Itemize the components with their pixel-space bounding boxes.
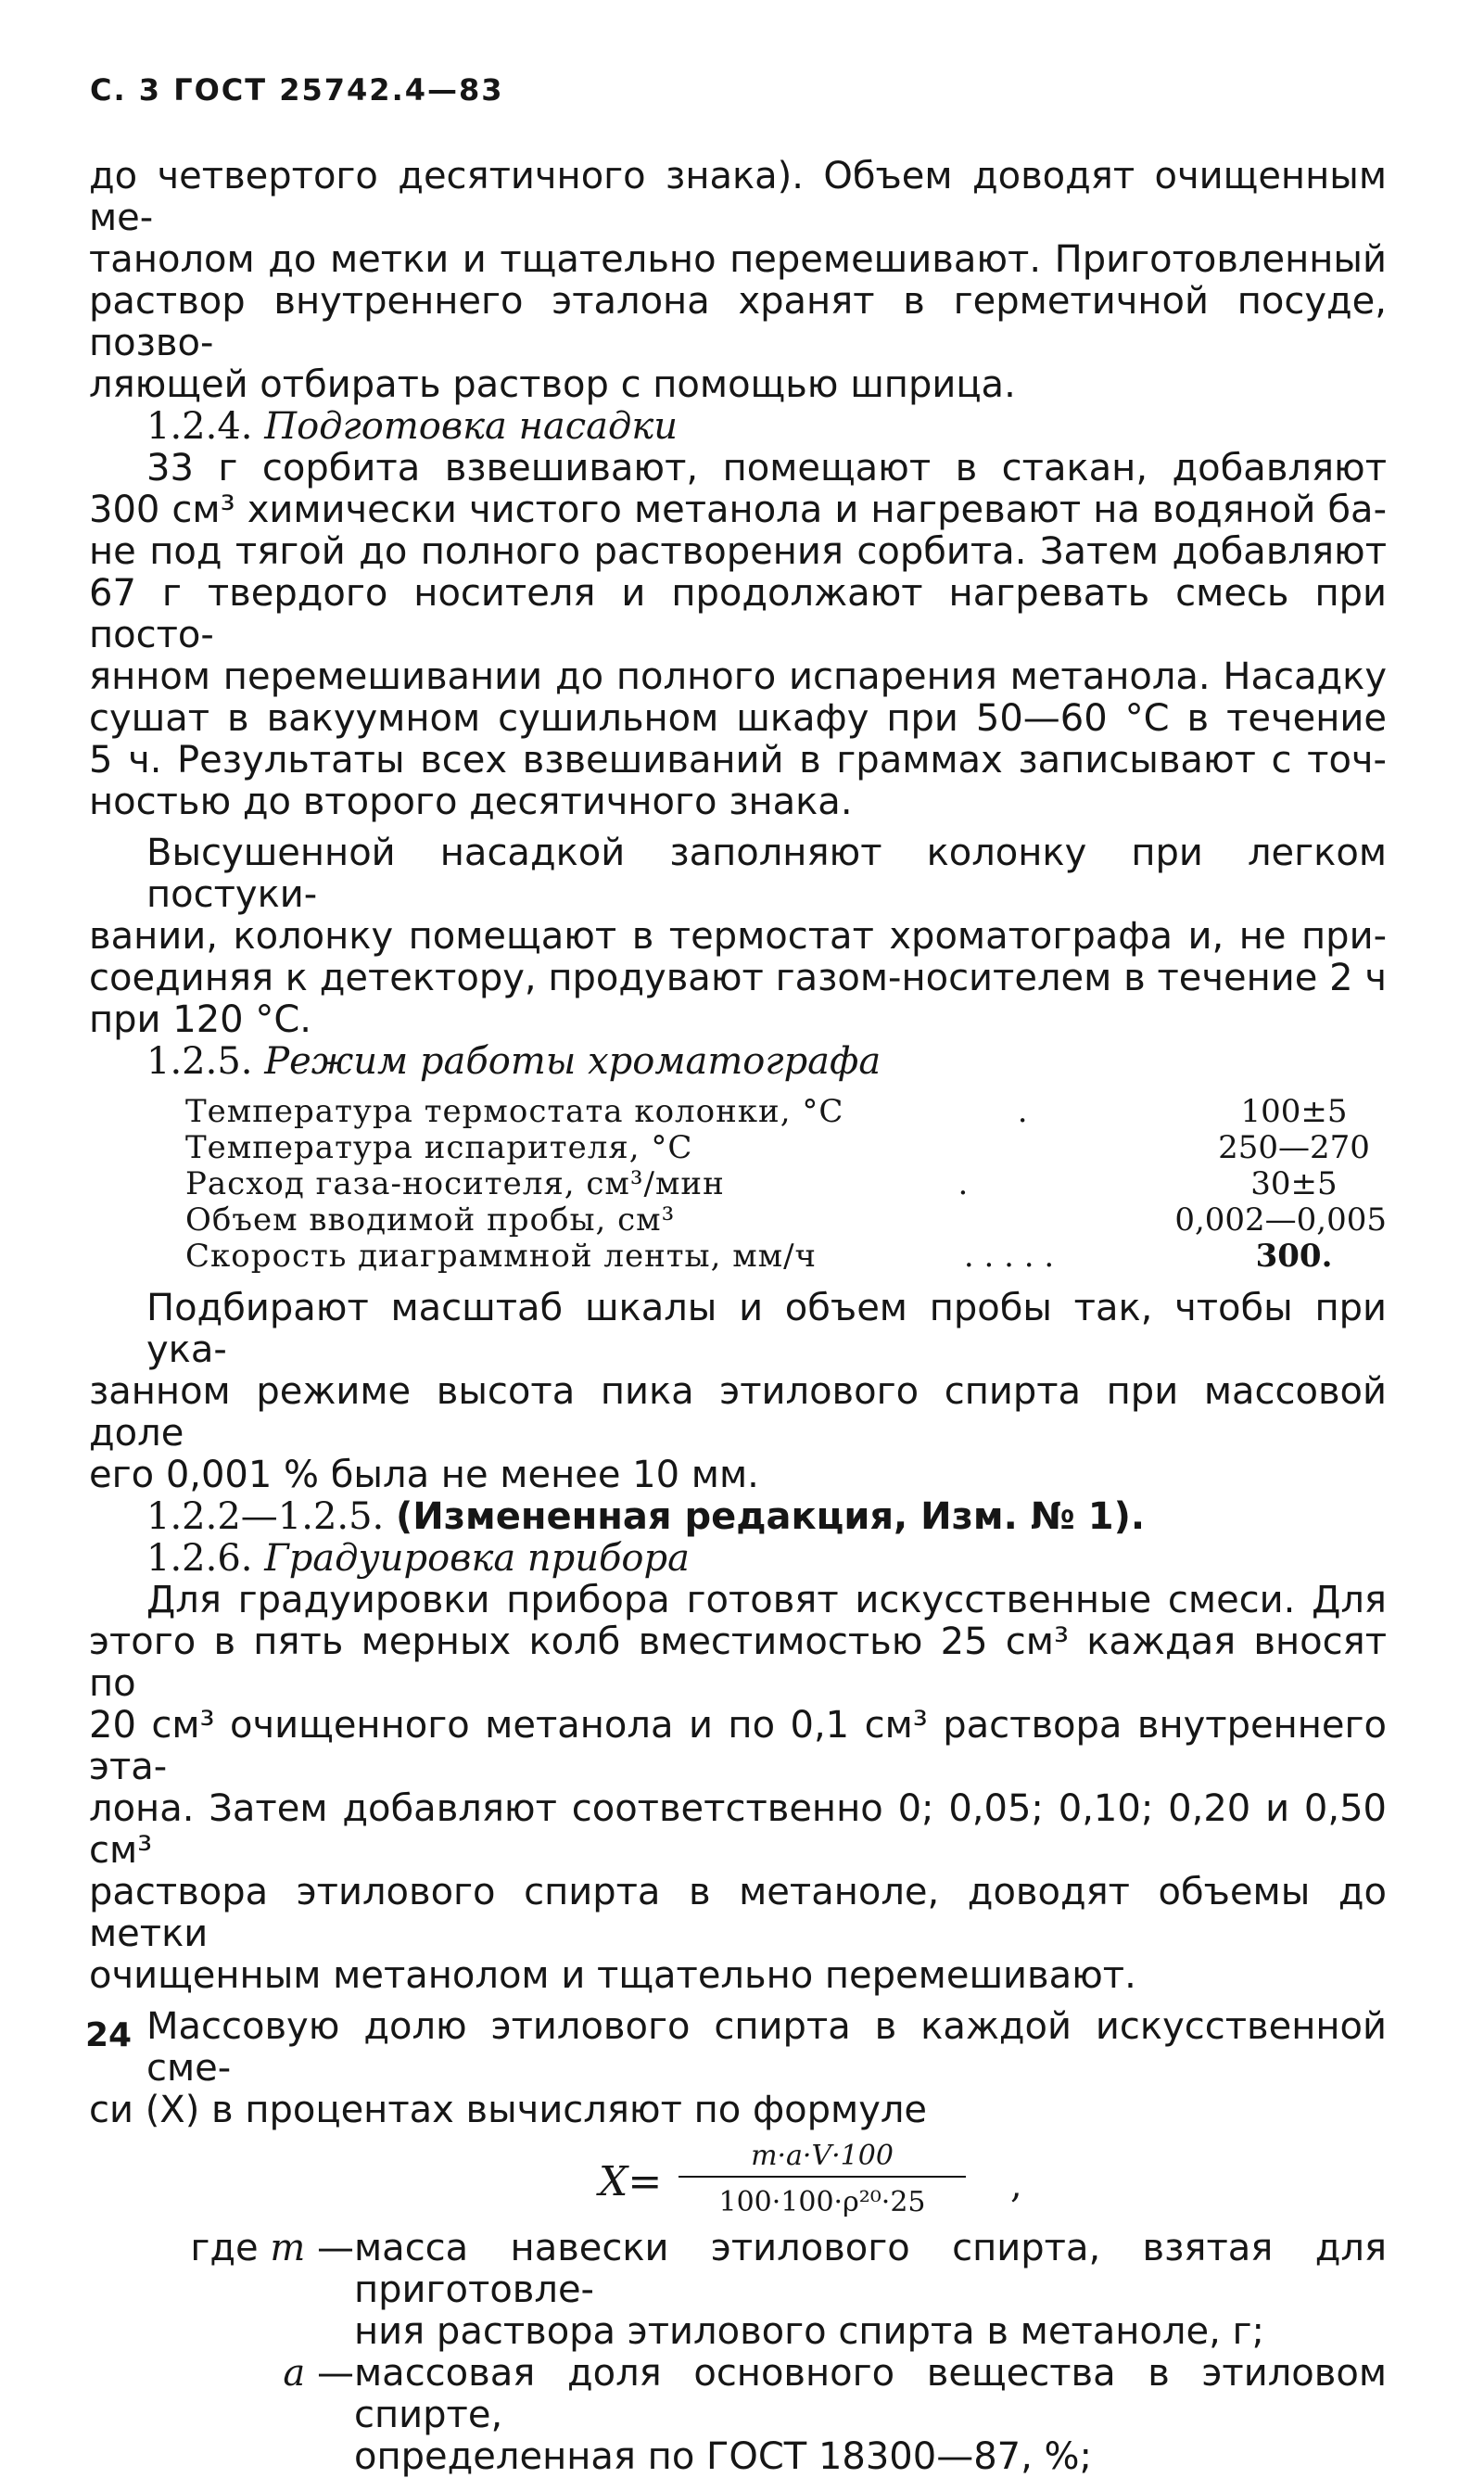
mode-row	[185, 1202, 1387, 1239]
leader-dots: .	[958, 1165, 969, 1202]
text-line: Массовую долю этилового спирта в каждой искусственной сме-	[146, 2005, 1387, 2090]
mode-value: 0,002—0,005	[1174, 1201, 1387, 1239]
text-line: 67 г твердого носителя и продолжают нагревать смесь при посто-	[89, 572, 1387, 656]
text-line: этого в пять мерных колб вместимостью 25 см³ каждая вносят по	[89, 1620, 1387, 1705]
variable-symbol: a —	[283, 2352, 354, 2395]
mode-label: Температура термостата колонки, °С	[185, 1093, 844, 1130]
text-line: ностью до второго десятичного знака.	[89, 781, 853, 823]
text-line: 5 ч. Результаты всех взвешиваний в граммах записывают с точ-	[89, 739, 1387, 782]
variable-definition	[89, 2353, 1387, 2478]
page-number: 24	[85, 2016, 133, 2054]
mode-row	[185, 1130, 1387, 1166]
variable-description: масса навески этилового спирта, взятая для приготовле- ния раствора этилового спирта в метаноле, г;	[354, 2227, 1387, 2353]
text-line: лона. Затем добавляют соответственно 0; 0,05; 0,10; 0,20 и 0,50 см³	[89, 1787, 1387, 1872]
text-line: Для градуировки прибора готовят искусственные смеси. Для	[146, 1579, 1387, 1621]
formula-numerator: m·a·V·100	[751, 2140, 894, 2172]
formula-trail: ,	[1010, 2164, 1022, 2206]
mode-row	[185, 1166, 1387, 1202]
leader-dots	[692, 1130, 1201, 1166]
amendment-note	[89, 1496, 1387, 1538]
text-line: танолом до метки и тщательно перемешивают. Приготовленный	[89, 238, 1387, 281]
text-line: не под тягой до полного растворения сорбита. Затем добавляют	[89, 530, 1387, 573]
paragraph-1	[89, 156, 1387, 406]
mode-label: Температура испарителя, °С	[185, 1129, 693, 1166]
mode-value: 100±5	[1240, 1093, 1348, 1130]
text-line: до четвертого десятичного знака). Объем доводят очищенным ме-	[89, 155, 1387, 239]
text-line: его 0,001 % была не менее 10 мм.	[89, 1454, 759, 1496]
section-heading-1-2-5	[89, 1041, 1387, 1083]
fraction-bar	[679, 2176, 966, 2178]
text-line: раствор внутреннего эталона хранят в герметичной посуде, позво-	[89, 280, 1387, 364]
mode-label: Объем вводимой пробы, см³	[185, 1201, 676, 1239]
formula-lhs: X=	[599, 2158, 663, 2205]
section-title: Подготовка насадки	[264, 405, 679, 448]
mass-fraction-formula	[89, 2135, 1387, 2226]
amendment-text: (Измененная редакция, Изм. № 1).	[396, 1495, 1146, 1538]
section-number: 1.2.5.	[146, 1040, 253, 1083]
section-number: 1.2.4.	[146, 405, 253, 448]
mode-value: 250—270	[1218, 1129, 1370, 1166]
text-line: вании, колонку помещают в термостат хроматографа и, не при-	[89, 915, 1387, 958]
text-line: занном режиме высота пика этилового спирта при массовой доле	[89, 1370, 1387, 1455]
mode-label: Скорость диаграммной ленты, мм/ч	[185, 1238, 818, 1275]
page-header: С. 3 ГОСТ 25742.4—83	[90, 72, 504, 108]
text-line: ляющей отбирать раствор с помощью шприца.	[89, 363, 1016, 406]
amendment-range: 1.2.2—1.2.5.	[146, 1495, 385, 1538]
text-line: раствора этилового спирта в метаноле, доводят объемы до метки	[89, 1871, 1387, 1955]
paragraph-6	[89, 2006, 1387, 2131]
paragraph-3	[89, 832, 1387, 1041]
text-line: 20 см³ очищенного метанола и по 0,1 см³ раствора внутреннего эта-	[89, 1704, 1387, 1788]
section-heading-1-2-6	[89, 1538, 1387, 1580]
document-body	[89, 156, 1387, 2478]
leader-dots: .	[1017, 1093, 1028, 1130]
text-line: соединяя к детектору, продувают газом-носителем в течение 2 ч	[89, 957, 1387, 999]
variable-definition	[89, 2228, 1387, 2353]
section-number: 1.2.6.	[146, 1537, 253, 1580]
mode-value: 300.	[1255, 1238, 1333, 1275]
text-line: при 120 °С.	[89, 998, 311, 1041]
section-title: Режим работы хроматографа	[264, 1040, 882, 1083]
paragraph-4	[89, 1288, 1387, 1496]
paragraph-2	[89, 448, 1387, 823]
mode-value: 30±5	[1250, 1165, 1338, 1202]
variable-symbol: где m —	[190, 2227, 354, 2269]
text-line: си (X) в процентах вычисляют по формуле	[89, 2089, 928, 2131]
chromatograph-mode-table	[185, 1094, 1387, 1275]
text-line: 33 г сорбита взвешивают, помещают в стакан, добавляют	[146, 447, 1387, 489]
text-line: очищенным метанолом и тщательно перемешивают.	[89, 1954, 1136, 1997]
text-line: Высушенной насадкой заполняют колонку при легком постуки-	[146, 832, 1387, 916]
mode-row	[185, 1239, 1387, 1275]
mode-row	[185, 1094, 1387, 1130]
text-line: янном перемешивании до полного испарения метанола. Насадку	[89, 655, 1387, 698]
variable-description: массовая доля основного вещества в этиловом спирте, определенная по ГОСТ 18300—87, %;	[354, 2352, 1387, 2478]
leader-dots	[675, 1202, 1174, 1239]
paragraph-5	[89, 1580, 1387, 1997]
leader-dots: . . . . .	[963, 1238, 1055, 1275]
section-heading-1-2-4	[89, 406, 1387, 448]
mode-label: Расход газа-носителя, см³/мин	[185, 1165, 725, 1202]
text-line: Подбирают масштаб шкалы и объем пробы так, чтобы при ука-	[146, 1287, 1387, 1371]
text-line: сушат в вакуумном сушильном шкафу при 50—60 °С в течение	[89, 697, 1387, 740]
section-title: Градуировка прибора	[264, 1537, 690, 1580]
text-line: 300 см³ химически чистого метанола и нагревают на водяной ба-	[89, 489, 1387, 531]
formula-denominator: 100·100·ρ²⁰·25	[718, 2186, 926, 2218]
